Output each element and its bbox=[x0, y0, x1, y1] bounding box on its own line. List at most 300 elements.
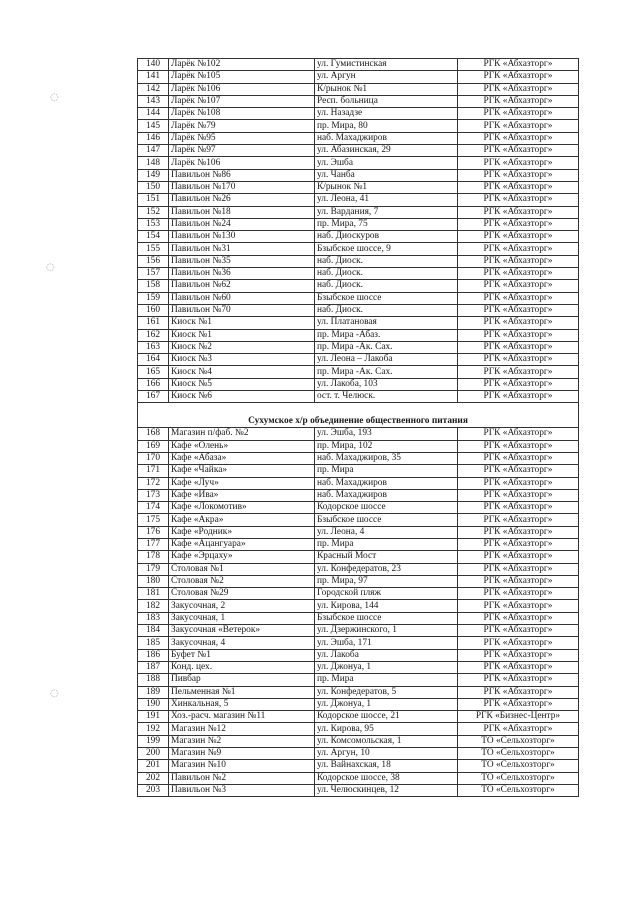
owner-organization: РГК «Абхазторг» bbox=[458, 428, 579, 440]
table-row bbox=[138, 317, 579, 329]
object-name: Закусочная, 2 bbox=[169, 600, 315, 612]
object-name: Столовая №1 bbox=[169, 563, 315, 575]
owner-organization: РГК «Абхазторг» bbox=[458, 575, 579, 587]
object-address: ул. Назадзе bbox=[315, 108, 458, 120]
object-address: Кодорское шоссе bbox=[315, 502, 458, 514]
object-name: Буфет №1 bbox=[169, 649, 315, 661]
table-row bbox=[138, 366, 579, 378]
object-address: наб. Махаджиров bbox=[315, 132, 458, 144]
table-row bbox=[138, 329, 579, 341]
owner-organization: РГК «Абхазторг» bbox=[458, 280, 579, 292]
owner-organization: РГК «Абхазторг» bbox=[458, 698, 579, 710]
row-number: 185 bbox=[138, 637, 169, 649]
table-row bbox=[138, 268, 579, 280]
table-row bbox=[138, 108, 579, 120]
owner-organization: РГК «Абхазторг» bbox=[458, 120, 579, 132]
object-name: Павильон №70 bbox=[169, 304, 315, 316]
table-row bbox=[138, 120, 579, 132]
row-number: 160 bbox=[138, 304, 169, 316]
object-name: Павильон №60 bbox=[169, 292, 315, 304]
object-name: Кафе «Локомотив» bbox=[169, 502, 315, 514]
owner-organization: РГК «Абхазторг» bbox=[458, 637, 579, 649]
object-address: пр. Мира bbox=[315, 538, 458, 550]
owner-organization: РГК «Абхазторг» bbox=[458, 71, 579, 83]
object-address: Красный Мост bbox=[315, 551, 458, 563]
table-row bbox=[138, 637, 579, 649]
row-number: 155 bbox=[138, 243, 169, 255]
owner-organization: РГК «Абхазторг» bbox=[458, 317, 579, 329]
owner-organization: РГК «Абхазторг» bbox=[458, 157, 579, 169]
hole-punch-mark: ◌ bbox=[50, 688, 59, 699]
object-name: Столовая №2 bbox=[169, 575, 315, 587]
object-address: пр. Мира bbox=[315, 674, 458, 686]
object-address: ул. Джонуа, 1 bbox=[315, 698, 458, 710]
owner-organization: РГК «Абхазторг» bbox=[458, 181, 579, 193]
row-number: 144 bbox=[138, 108, 169, 120]
row-number: 157 bbox=[138, 268, 169, 280]
row-number: 166 bbox=[138, 378, 169, 390]
table-row bbox=[138, 181, 579, 193]
table-row bbox=[138, 760, 579, 772]
owner-organization: РГК «Абхазторг» bbox=[458, 563, 579, 575]
object-address: ул. Вайнахская, 18 bbox=[315, 760, 458, 772]
section-title: Сухумское х/р объединение общественного питания bbox=[138, 415, 579, 428]
object-address: ост. т. Челюск. bbox=[315, 391, 458, 403]
object-address: Бзыбское шоссе bbox=[315, 612, 458, 624]
object-name: Магазин №9 bbox=[169, 748, 315, 760]
object-address: пр. Мира, 97 bbox=[315, 575, 458, 587]
object-name: Киоск №3 bbox=[169, 354, 315, 366]
table-row bbox=[138, 206, 579, 218]
row-number: 163 bbox=[138, 341, 169, 353]
row-number: 158 bbox=[138, 280, 169, 292]
owner-organization: РГК «Абхазторг» bbox=[458, 194, 579, 206]
object-address: ул. Вардания, 7 bbox=[315, 206, 458, 218]
object-name: Павильон №18 bbox=[169, 206, 315, 218]
row-number: 189 bbox=[138, 686, 169, 698]
hole-punch-mark: ◌ bbox=[50, 92, 59, 103]
row-number: 165 bbox=[138, 366, 169, 378]
table-row bbox=[138, 169, 579, 181]
object-name: Кафе «Ива» bbox=[169, 489, 315, 501]
row-number: 199 bbox=[138, 735, 169, 747]
object-address: Кодорское шоссе, 38 bbox=[315, 772, 458, 784]
object-name: Ларёк №95 bbox=[169, 132, 315, 144]
owner-organization: РГК «Абхазторг» bbox=[458, 169, 579, 181]
owner-organization: РГК «Абхазторг» bbox=[458, 600, 579, 612]
object-address: ул. Гумистинская bbox=[315, 59, 458, 71]
row-number: 154 bbox=[138, 231, 169, 243]
row-number: 149 bbox=[138, 169, 169, 181]
table-row bbox=[138, 784, 579, 796]
object-address: ул. Конфедератов, 5 bbox=[315, 686, 458, 698]
object-address: пр. Мира, 75 bbox=[315, 218, 458, 230]
owner-organization: ТО «Сельхозторг» bbox=[458, 772, 579, 784]
owner-organization: РГК «Абхазторг» bbox=[458, 378, 579, 390]
row-number: 142 bbox=[138, 83, 169, 95]
owner-organization: РГК «Абхазторг» bbox=[458, 588, 579, 600]
object-address: ул. Леона, 41 bbox=[315, 194, 458, 206]
row-number: 159 bbox=[138, 292, 169, 304]
owner-organization: РГК «Абхазторг» bbox=[458, 391, 579, 403]
objects-table bbox=[137, 58, 579, 797]
object-address: Бзыбское шоссе bbox=[315, 292, 458, 304]
object-name: Кафе «Луч» bbox=[169, 477, 315, 489]
owner-organization: РГК «Абхазторг» bbox=[458, 612, 579, 624]
table-row bbox=[138, 428, 579, 440]
object-name: Кафе «Ацангуара» bbox=[169, 538, 315, 550]
owner-organization: РГК «Абхазторг» bbox=[458, 329, 579, 341]
table-row bbox=[138, 71, 579, 83]
object-address: пр. Мира -Ак. Сах. bbox=[315, 341, 458, 353]
row-number: 167 bbox=[138, 391, 169, 403]
object-name: Пивбар bbox=[169, 674, 315, 686]
object-address: Бзыбское шоссе bbox=[315, 514, 458, 526]
object-name: Кафе «Родник» bbox=[169, 526, 315, 538]
owner-organization: РГК «Абхазторг» bbox=[458, 366, 579, 378]
object-address: наб. Махаджиров bbox=[315, 477, 458, 489]
owner-organization: РГК «Абхазторг» bbox=[458, 304, 579, 316]
object-name: Павильон №2 bbox=[169, 772, 315, 784]
table-row bbox=[138, 83, 579, 95]
object-name: Киоск №4 bbox=[169, 366, 315, 378]
object-address: ул. Дзержинского, 1 bbox=[315, 625, 458, 637]
table-body-part-2 bbox=[138, 428, 579, 797]
table-row bbox=[138, 231, 579, 243]
object-name: Киоск №1 bbox=[169, 317, 315, 329]
row-number: 169 bbox=[138, 440, 169, 452]
table-row bbox=[138, 661, 579, 673]
object-name: Кафе «Абаза» bbox=[169, 452, 315, 464]
row-number: 187 bbox=[138, 661, 169, 673]
object-address: ул. Лакоба bbox=[315, 649, 458, 661]
object-name: Ларёк №106 bbox=[169, 83, 315, 95]
owner-organization: РГК «Абхазторг» bbox=[458, 341, 579, 353]
owner-organization: РГК «Абхазторг» bbox=[458, 465, 579, 477]
object-address: ул. Платановая bbox=[315, 317, 458, 329]
row-number: 146 bbox=[138, 132, 169, 144]
object-address: ул. Лакоба, 103 bbox=[315, 378, 458, 390]
owner-organization: ТО «Сельхозторг» bbox=[458, 735, 579, 747]
row-number: 178 bbox=[138, 551, 169, 563]
table-row bbox=[138, 612, 579, 624]
owner-organization: РГК «Абхазторг» bbox=[458, 292, 579, 304]
object-address: пр. Мира, 80 bbox=[315, 120, 458, 132]
object-name: Ларёк №107 bbox=[169, 95, 315, 107]
object-name: Павильон №62 bbox=[169, 280, 315, 292]
object-name: Кафе «Эрцаху» bbox=[169, 551, 315, 563]
row-number: 164 bbox=[138, 354, 169, 366]
object-address: Респ. больница bbox=[315, 95, 458, 107]
table-row bbox=[138, 378, 579, 390]
object-address: Бзыбское шоссе, 9 bbox=[315, 243, 458, 255]
owner-organization: РГК «Бизнес-Центр» bbox=[458, 711, 579, 723]
row-number: 153 bbox=[138, 218, 169, 230]
object-address: ул. Чанба bbox=[315, 169, 458, 181]
row-number: 200 bbox=[138, 748, 169, 760]
object-address: ул. Эшба, 193 bbox=[315, 428, 458, 440]
hole-punch-mark: ◌ bbox=[46, 262, 55, 273]
table-row bbox=[138, 735, 579, 747]
owner-organization: РГК «Абхазторг» bbox=[458, 95, 579, 107]
row-number: 184 bbox=[138, 625, 169, 637]
row-number: 174 bbox=[138, 502, 169, 514]
section-spacer-row bbox=[138, 403, 579, 416]
owner-organization: РГК «Абхазторг» bbox=[458, 551, 579, 563]
owner-organization: РГК «Абхазторг» bbox=[458, 723, 579, 735]
object-address: К/рынок №1 bbox=[315, 181, 458, 193]
row-number: 190 bbox=[138, 698, 169, 710]
owner-organization: РГК «Абхазторг» bbox=[458, 268, 579, 280]
object-address: ул. Абазинская, 29 bbox=[315, 145, 458, 157]
row-number: 152 bbox=[138, 206, 169, 218]
row-number: 186 bbox=[138, 649, 169, 661]
row-number: 172 bbox=[138, 477, 169, 489]
owner-organization: РГК «Абхазторг» bbox=[458, 231, 579, 243]
object-name: Павильон №170 bbox=[169, 181, 315, 193]
owner-organization: ТО «Сельхозторг» bbox=[458, 760, 579, 772]
object-address: ул. Джонуа, 1 bbox=[315, 661, 458, 673]
object-name: Киоск №6 bbox=[169, 391, 315, 403]
object-address: ул. Эшба, 171 bbox=[315, 637, 458, 649]
row-number: 192 bbox=[138, 723, 169, 735]
row-number: 145 bbox=[138, 120, 169, 132]
table-row bbox=[138, 280, 579, 292]
object-address: наб. Диоскуров bbox=[315, 231, 458, 243]
table-row bbox=[138, 477, 579, 489]
row-number: 148 bbox=[138, 157, 169, 169]
table-row bbox=[138, 514, 579, 526]
table-row bbox=[138, 218, 579, 230]
table-row bbox=[138, 194, 579, 206]
table-row bbox=[138, 649, 579, 661]
object-name: Павильон №35 bbox=[169, 255, 315, 267]
table-row bbox=[138, 59, 579, 71]
table-row bbox=[138, 145, 579, 157]
object-name: Ларёк №108 bbox=[169, 108, 315, 120]
object-name: Хинкальная, 5 bbox=[169, 698, 315, 710]
object-name: Магазин №2 bbox=[169, 735, 315, 747]
object-address: пр. Мира -Абаз. bbox=[315, 329, 458, 341]
row-number: 151 bbox=[138, 194, 169, 206]
object-address: ул. Эшба bbox=[315, 157, 458, 169]
owner-organization: РГК «Абхазторг» bbox=[458, 218, 579, 230]
row-number: 171 bbox=[138, 465, 169, 477]
object-address: ул. Кирова, 144 bbox=[315, 600, 458, 612]
row-number: 143 bbox=[138, 95, 169, 107]
object-address: ул. Леона, 4 bbox=[315, 526, 458, 538]
table-row bbox=[138, 465, 579, 477]
object-name: Кафе «Чайка» bbox=[169, 465, 315, 477]
object-address: наб. Махаджиров bbox=[315, 489, 458, 501]
owner-organization: РГК «Абхазторг» bbox=[458, 206, 579, 218]
owner-organization: РГК «Абхазторг» bbox=[458, 489, 579, 501]
table-row bbox=[138, 551, 579, 563]
object-address: пр. Мира bbox=[315, 465, 458, 477]
table-row bbox=[138, 292, 579, 304]
object-name: Павильон №36 bbox=[169, 268, 315, 280]
table-row bbox=[138, 243, 579, 255]
object-address: пр. Мира, 102 bbox=[315, 440, 458, 452]
object-name: Павильон №31 bbox=[169, 243, 315, 255]
table-row bbox=[138, 575, 579, 587]
object-address: Кодорское шоссе, 21 bbox=[315, 711, 458, 723]
table-row bbox=[138, 538, 579, 550]
object-address: ул. Кирова, 95 bbox=[315, 723, 458, 735]
owner-organization: РГК «Абхазторг» bbox=[458, 83, 579, 95]
object-name: Хоз.-расч. магазин №11 bbox=[169, 711, 315, 723]
object-name: Павильон №3 bbox=[169, 784, 315, 796]
table-row bbox=[138, 563, 579, 575]
table-row bbox=[138, 502, 579, 514]
object-address: наб. Диоск. bbox=[315, 280, 458, 292]
table-row bbox=[138, 132, 579, 144]
owner-organization: РГК «Абхазторг» bbox=[458, 686, 579, 698]
object-address: ул. Аргун bbox=[315, 71, 458, 83]
object-name: Ларёк №79 bbox=[169, 120, 315, 132]
owner-organization: ТО «Сельхозторг» bbox=[458, 748, 579, 760]
object-name: Закусочная, 1 bbox=[169, 612, 315, 624]
row-number: 161 bbox=[138, 317, 169, 329]
object-name: Павильон №130 bbox=[169, 231, 315, 243]
object-name: Закусочная, 4 bbox=[169, 637, 315, 649]
section-heading-row bbox=[138, 415, 579, 428]
table-row bbox=[138, 588, 579, 600]
object-address: ул. Аргун, 10 bbox=[315, 748, 458, 760]
table-row bbox=[138, 304, 579, 316]
table-row bbox=[138, 440, 579, 452]
owner-organization: РГК «Абхазторг» bbox=[458, 674, 579, 686]
object-name: Ларёк №105 bbox=[169, 71, 315, 83]
row-number: 175 bbox=[138, 514, 169, 526]
table-row bbox=[138, 686, 579, 698]
owner-organization: РГК «Абхазторг» bbox=[458, 440, 579, 452]
row-number: 191 bbox=[138, 711, 169, 723]
table-body-part-1 bbox=[138, 59, 579, 403]
object-address: ул. Конфедератов, 23 bbox=[315, 563, 458, 575]
object-address: ул. Комсомольская, 1 bbox=[315, 735, 458, 747]
owner-organization: РГК «Абхазторг» bbox=[458, 514, 579, 526]
section-block bbox=[138, 403, 579, 428]
table-row bbox=[138, 489, 579, 501]
owner-organization: РГК «Абхазторг» bbox=[458, 538, 579, 550]
object-address: К/рынок №1 bbox=[315, 83, 458, 95]
owner-organization: РГК «Абхазторг» bbox=[458, 649, 579, 661]
row-number: 201 bbox=[138, 760, 169, 772]
table-row bbox=[138, 711, 579, 723]
table-row bbox=[138, 674, 579, 686]
owner-organization: РГК «Абхазторг» bbox=[458, 502, 579, 514]
object-address: наб. Махаджиров, 35 bbox=[315, 452, 458, 464]
object-name: Киоск №1 bbox=[169, 329, 315, 341]
table-row bbox=[138, 723, 579, 735]
object-name: Ларёк №102 bbox=[169, 59, 315, 71]
owner-organization: РГК «Абхазторг» bbox=[458, 108, 579, 120]
owner-organization: РГК «Абхазторг» bbox=[458, 477, 579, 489]
row-number: 168 bbox=[138, 428, 169, 440]
object-name: Конд. цех. bbox=[169, 661, 315, 673]
object-name: Ларёк №97 bbox=[169, 145, 315, 157]
object-name: Кафе «Олень» bbox=[169, 440, 315, 452]
row-number: 181 bbox=[138, 588, 169, 600]
owner-organization: РГК «Абхазторг» bbox=[458, 354, 579, 366]
row-number: 179 bbox=[138, 563, 169, 575]
row-number: 147 bbox=[138, 145, 169, 157]
owner-organization: РГК «Абхазторг» bbox=[458, 59, 579, 71]
object-name: Магазин №10 bbox=[169, 760, 315, 772]
table-row bbox=[138, 526, 579, 538]
object-address: пр. Мира -Ак. Сах. bbox=[315, 366, 458, 378]
object-address: наб. Диоск. bbox=[315, 268, 458, 280]
object-name: Закусочная «Ветерок» bbox=[169, 625, 315, 637]
owner-organization: РГК «Абхазторг» bbox=[458, 145, 579, 157]
object-name: Павильон №86 bbox=[169, 169, 315, 181]
object-name: Ларёк №106 bbox=[169, 157, 315, 169]
object-name: Павильон №24 bbox=[169, 218, 315, 230]
row-number: 177 bbox=[138, 538, 169, 550]
object-address: наб. Диоск. bbox=[315, 304, 458, 316]
row-number: 150 bbox=[138, 181, 169, 193]
table-row bbox=[138, 748, 579, 760]
row-number: 140 bbox=[138, 59, 169, 71]
row-number: 156 bbox=[138, 255, 169, 267]
table-row bbox=[138, 772, 579, 784]
row-number: 173 bbox=[138, 489, 169, 501]
object-address: ул. Челюскинцев, 12 bbox=[315, 784, 458, 796]
owner-organization: ТО «Сельхозторг» bbox=[458, 784, 579, 796]
row-number: 141 bbox=[138, 71, 169, 83]
table-row bbox=[138, 255, 579, 267]
owner-organization: РГК «Абхазторг» bbox=[458, 661, 579, 673]
row-number: 188 bbox=[138, 674, 169, 686]
object-name: Киоск №2 bbox=[169, 341, 315, 353]
owner-organization: РГК «Абхазторг» bbox=[458, 132, 579, 144]
object-name: Столовая №29 bbox=[169, 588, 315, 600]
table-row bbox=[138, 354, 579, 366]
table-row bbox=[138, 95, 579, 107]
row-number: 180 bbox=[138, 575, 169, 587]
object-address: наб. Диоск. bbox=[315, 255, 458, 267]
object-address: ул. Леона – Лакоба bbox=[315, 354, 458, 366]
object-address: Городской пляж bbox=[315, 588, 458, 600]
row-number: 162 bbox=[138, 329, 169, 341]
object-name: Пельменная №1 bbox=[169, 686, 315, 698]
object-name: Магазин п/фаб. №2 bbox=[169, 428, 315, 440]
object-name: Павильон №26 bbox=[169, 194, 315, 206]
object-name: Киоск №5 bbox=[169, 378, 315, 390]
row-number: 202 bbox=[138, 772, 169, 784]
owner-organization: РГК «Абхазторг» bbox=[458, 625, 579, 637]
owner-organization: РГК «Абхазторг» bbox=[458, 526, 579, 538]
row-number: 183 bbox=[138, 612, 169, 624]
table-row bbox=[138, 452, 579, 464]
owner-organization: РГК «Абхазторг» bbox=[458, 243, 579, 255]
object-name: Кафе «Акра» bbox=[169, 514, 315, 526]
table-row bbox=[138, 391, 579, 403]
row-number: 182 bbox=[138, 600, 169, 612]
owner-organization: РГК «Абхазторг» bbox=[458, 255, 579, 267]
table-row bbox=[138, 341, 579, 353]
row-number: 176 bbox=[138, 526, 169, 538]
table-row bbox=[138, 600, 579, 612]
object-name: Магазин №12 bbox=[169, 723, 315, 735]
row-number: 203 bbox=[138, 784, 169, 796]
table-row bbox=[138, 698, 579, 710]
table-row bbox=[138, 625, 579, 637]
owner-organization: РГК «Абхазторг» bbox=[458, 452, 579, 464]
row-number: 170 bbox=[138, 452, 169, 464]
table-row bbox=[138, 157, 579, 169]
